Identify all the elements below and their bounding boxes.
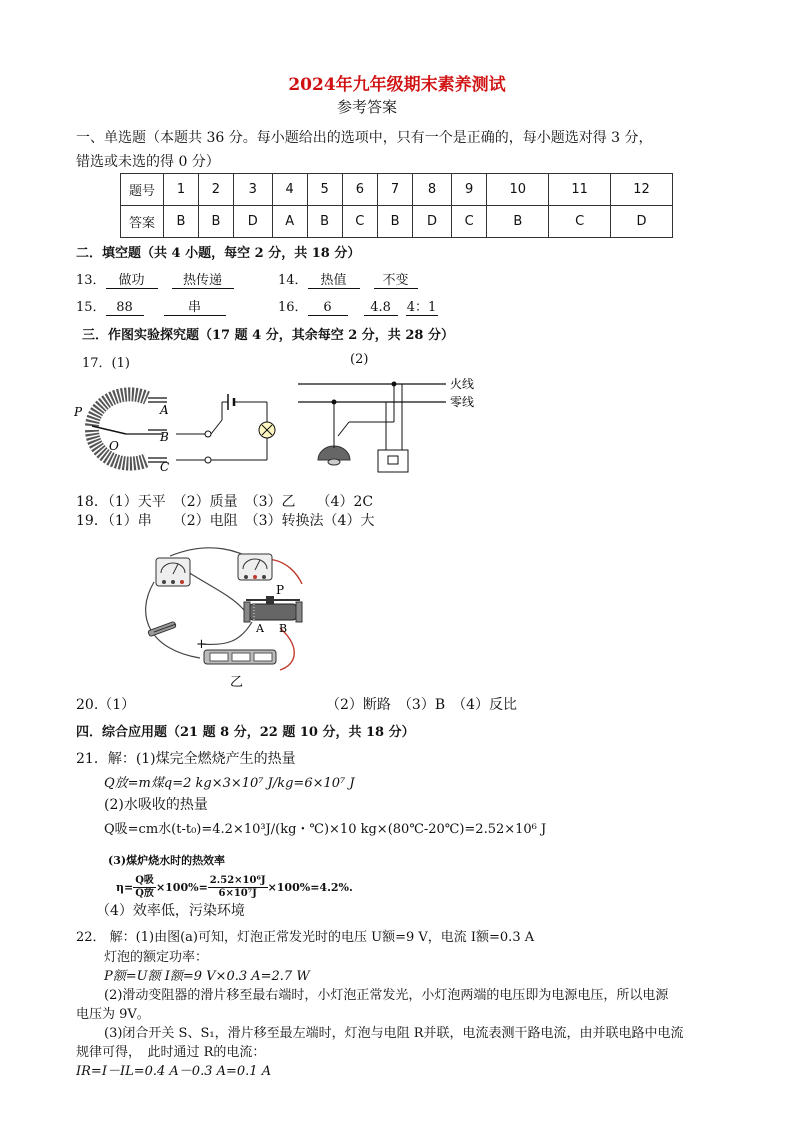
q15-blank-a: 88 bbox=[106, 300, 144, 316]
table-cell: 2 bbox=[198, 174, 233, 206]
q22-line1: 22． 解：(1)由图(a)可知，灯泡正常发光时的电压 U额=9 V，电流 I额=0.3 A bbox=[76, 930, 535, 945]
q18-answer: 18．（1）天平 （2）质量 （3）乙 （4）2C bbox=[76, 494, 374, 510]
q13-blank-a: 做功 bbox=[106, 269, 158, 289]
table-cell: 4 bbox=[272, 174, 307, 206]
q15-answer bbox=[76, 296, 226, 316]
table-cell: D bbox=[413, 206, 452, 238]
q20-answers: （2）断路 （3）B （4）反比 bbox=[326, 697, 518, 713]
household-wiring-figure bbox=[294, 374, 480, 474]
table-cell: C bbox=[342, 206, 378, 238]
q21-line1: 21．解：(1)煤完全燃烧产生的热量 bbox=[76, 751, 296, 767]
physical-circuit-figure bbox=[140, 546, 312, 690]
q14-answer bbox=[278, 269, 418, 289]
table-cell: B bbox=[164, 206, 199, 238]
fig19-plus-sign: + bbox=[196, 637, 207, 652]
q17-part2-label: (2) bbox=[350, 352, 369, 367]
label-A: A bbox=[160, 403, 169, 417]
fraction-2-numerator: 2.52×10⁶J bbox=[209, 875, 266, 886]
label-C: C bbox=[160, 460, 170, 474]
q22-line8: IR=I－IL=0.4 A－0.3 A=0.1 A bbox=[76, 1064, 272, 1079]
section3-heading: 三．作图实验探究题（17 题 4 分，其余每空 2 分，共 28 分） bbox=[82, 328, 454, 343]
fig19-label-B: B bbox=[279, 622, 288, 635]
answer-table-number-row bbox=[121, 174, 673, 206]
q13-number: 13． bbox=[76, 273, 106, 288]
table-cell: 12 bbox=[611, 174, 673, 206]
section1-heading-line2: 错选或未选的得 0 分） bbox=[76, 154, 220, 170]
fraction-1-denominator: Q放 bbox=[135, 888, 154, 899]
fig19-caption: 乙 bbox=[230, 675, 244, 690]
fraction-1-numerator: Q吸 bbox=[135, 875, 154, 886]
section2-heading: 二．填空题（共 4 小题，每空 2 分，共 18 分） bbox=[76, 246, 361, 261]
q22-line5: 电压为 9V。 bbox=[76, 1007, 150, 1022]
table-cell: 6 bbox=[342, 174, 378, 206]
table-cell: 5 bbox=[307, 174, 342, 206]
page-subtitle: 参考答案 bbox=[336, 98, 397, 116]
q22-line6: (3)闭合开关 S、S₁，滑片移至最左端时，灯泡与电阻 R并联，电流表测干路电流，由并联电路中电流 bbox=[104, 1026, 684, 1041]
table-cell: B bbox=[378, 206, 413, 238]
q21-line5: (3)煤炉烧水时的热效率 bbox=[108, 854, 226, 867]
fraction-2 bbox=[208, 875, 268, 900]
fig19-label-P: P bbox=[276, 583, 285, 597]
section1-heading-line1: 一、单选题（本题共 36 分。每小题给出的选项中，只有一个是正确的，每小题选对得 3 分， bbox=[76, 130, 653, 146]
label-B: B bbox=[160, 430, 169, 444]
answer-table-answer-row bbox=[121, 206, 673, 238]
q21-efficiency-formula bbox=[116, 875, 353, 900]
q14-blank-b: 不变 bbox=[374, 269, 418, 289]
q16-answer bbox=[278, 296, 438, 316]
table-cell: 3 bbox=[233, 174, 272, 206]
answer-table-row-label: 答案 bbox=[121, 206, 164, 238]
potentiometer-circuit-figure bbox=[72, 378, 292, 478]
q14-blank-a: 热值 bbox=[308, 269, 360, 289]
eta-symbol: η= bbox=[116, 881, 134, 894]
q22-line4: (2)滑动变阻器的滑片移至最右端时，小灯泡正常发光，小灯泡两端的电压即为电源电压，所以电源 bbox=[104, 988, 669, 1003]
q15-blank-b: 串 bbox=[164, 296, 226, 316]
table-cell: D bbox=[233, 206, 272, 238]
formula-end: ×100%=4.2%. bbox=[267, 881, 353, 894]
q21-line3: (2)水吸收的热量 bbox=[104, 797, 208, 813]
fire-line-label: 火线 bbox=[450, 377, 475, 391]
table-cell: C bbox=[451, 206, 487, 238]
q16-blank-b: 4.8 bbox=[364, 300, 398, 316]
q17-label: 17．(1) bbox=[82, 356, 130, 371]
answer-table-row-label: 题号 bbox=[121, 174, 164, 206]
q20-label: 20.（1） bbox=[76, 697, 136, 713]
q15-number: 15． bbox=[76, 300, 106, 315]
q21-line6: （4）效率低，污染环境 bbox=[96, 903, 245, 919]
q16-blank-a: 6 bbox=[308, 300, 348, 316]
table-cell: 11 bbox=[549, 174, 611, 206]
table-cell: D bbox=[611, 206, 673, 238]
table-cell: B bbox=[198, 206, 233, 238]
q19-answer: 19．（1）串 （2）电阻 （3）转换法（4）大 bbox=[76, 513, 375, 529]
section4-heading: 四．综合应用题（21 题 8 分，22 题 10 分，共 18 分） bbox=[76, 725, 415, 740]
q22-line3: P额=U额 I额=9 V×0.3 A=2.7 W bbox=[104, 969, 310, 984]
fig19-label-A: A bbox=[256, 622, 264, 635]
table-cell: B bbox=[307, 206, 342, 238]
answer-table bbox=[120, 173, 673, 238]
q16-blank-c: 4：1 bbox=[406, 296, 438, 316]
q13-blank-b: 热传递 bbox=[172, 269, 234, 289]
fraction-2-denominator: 6×10⁷J bbox=[218, 888, 257, 899]
q22-line2: 灯泡的额定功率： bbox=[104, 950, 209, 965]
table-cell: C bbox=[549, 206, 611, 238]
table-cell: 9 bbox=[451, 174, 487, 206]
label-P: P bbox=[74, 405, 83, 419]
q14-number: 14． bbox=[278, 273, 308, 288]
table-cell: 8 bbox=[413, 174, 452, 206]
q13-answer bbox=[76, 269, 234, 289]
table-cell: 7 bbox=[378, 174, 413, 206]
fraction-1 bbox=[133, 875, 156, 900]
neutral-line-label: 零线 bbox=[450, 395, 475, 409]
q21-line4: Q吸=cm水(t-t₀)=4.2×10³J/(kg・℃)×10 kg×(80℃-20℃)=2.52×10⁶ J bbox=[104, 822, 547, 837]
formula-middle: ×100%= bbox=[155, 881, 208, 894]
q16-number: 16． bbox=[278, 300, 308, 315]
table-cell: B bbox=[487, 206, 549, 238]
q22-line7: 规律可得， 此时通过 R的电流： bbox=[76, 1045, 266, 1060]
label-O: O bbox=[109, 439, 119, 453]
table-cell: 1 bbox=[164, 174, 199, 206]
table-cell: 10 bbox=[487, 174, 549, 206]
q21-line2: Q放=m煤q=2 kg×3×10⁷ J/kg=6×10⁷ J bbox=[104, 776, 355, 791]
page-title: 2024年九年级期末素养测试 bbox=[288, 75, 506, 95]
table-cell: A bbox=[272, 206, 307, 238]
